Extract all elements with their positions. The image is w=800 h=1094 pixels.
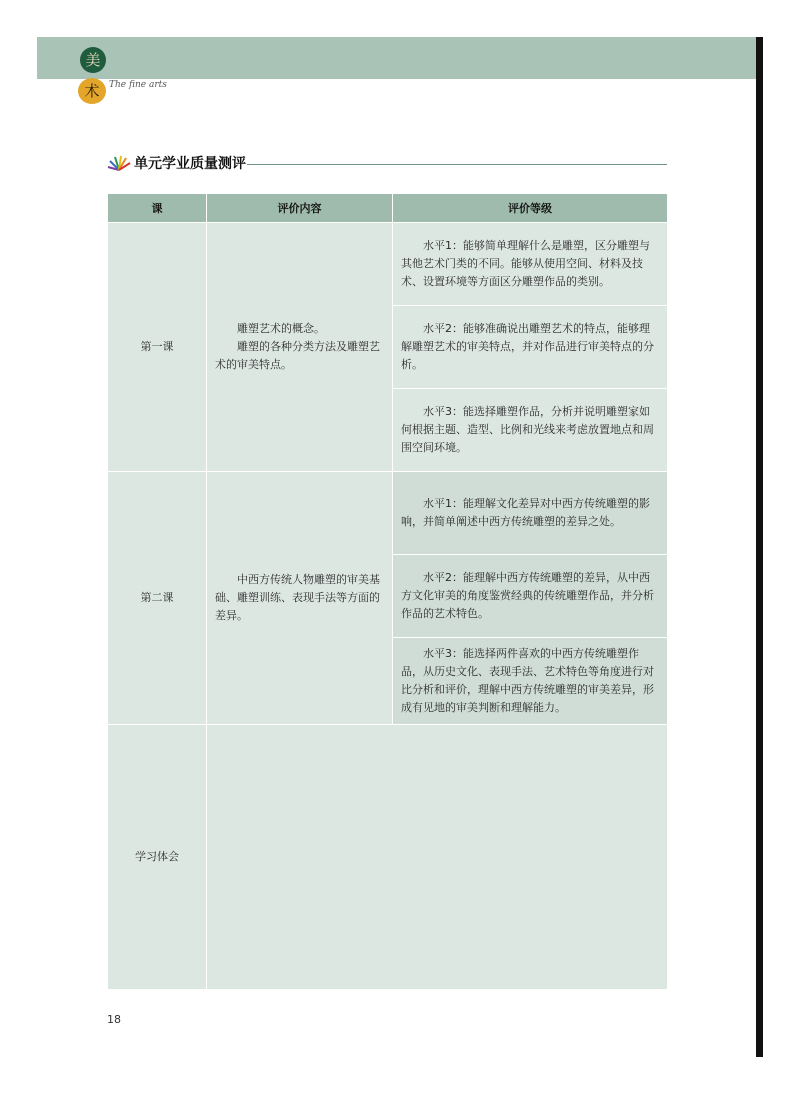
fine-arts-logo-bottom: 术 xyxy=(78,78,106,104)
section-header xyxy=(107,153,667,175)
page-edge-bar xyxy=(756,37,763,1057)
table-row xyxy=(108,472,668,555)
content-line: 中西方传统人物雕塑的审美基础、雕塑训练、表现手法等方面的差异。 xyxy=(215,573,380,622)
evaluation-table xyxy=(107,193,668,990)
content-cell xyxy=(207,472,393,725)
header-tagline: The fine arts xyxy=(109,80,167,90)
page-number: 18 xyxy=(107,1013,121,1026)
course-cell: 第二课 xyxy=(108,472,207,725)
content-line: 雕塑的各种分类方法及雕塑艺术的审美特点。 xyxy=(215,340,380,371)
table-row xyxy=(108,725,668,990)
level-cell: 水平3：能选择两件喜欢的中西方传统雕塑作品，从历史文化、表现手法、艺术特色等角度进行对比分析和评价，理解中西方传统雕塑的审美差异，形成有见地的审美判断和理解能力。 xyxy=(393,638,668,725)
level-cell: 水平2：能够准确说出雕塑艺术的特点，能够理解雕塑艺术的审美特点，并对作品进行审美特点的分析。 xyxy=(393,306,668,389)
content-cell xyxy=(207,223,393,472)
level-cell: 水平1：能够简单理解什么是雕塑，区分雕塑与其他艺术门类的不同。能够从使用空间、材料及技术、设置环境等方面区分雕塑作品的类别。 xyxy=(393,223,668,306)
table-header-row xyxy=(108,194,668,223)
header-level: 评价等级 xyxy=(393,194,668,223)
course-cell: 第一课 xyxy=(108,223,207,472)
reflection-label-cell: 学习体会 xyxy=(108,725,207,990)
header-band xyxy=(37,37,757,79)
content-line: 雕塑艺术的概念。 xyxy=(237,322,325,335)
fine-arts-logo-top: 美 xyxy=(80,47,106,73)
section-title: 单元学业质量测评 xyxy=(134,156,246,172)
section-divider xyxy=(247,164,667,165)
header-course: 课 xyxy=(108,194,207,223)
rainbow-fan-icon xyxy=(107,155,131,171)
header-content: 评价内容 xyxy=(207,194,393,223)
level-cell: 水平1：能理解文化差异对中西方传统雕塑的影响，并简单阐述中西方传统雕塑的差异之处。 xyxy=(393,472,668,555)
level-cell: 水平2：能理解中西方传统雕塑的差异，从中西方文化审美的角度鉴赏经典的传统雕塑作品，并分析作品的艺术特色。 xyxy=(393,555,668,638)
reflection-writing-area[interactable] xyxy=(207,725,668,990)
level-cell: 水平3：能选择雕塑作品，分析并说明雕塑家如何根据主题、造型、比例和光线来考虑放置地点和周围空间环境。 xyxy=(393,389,668,472)
table-row xyxy=(108,223,668,306)
